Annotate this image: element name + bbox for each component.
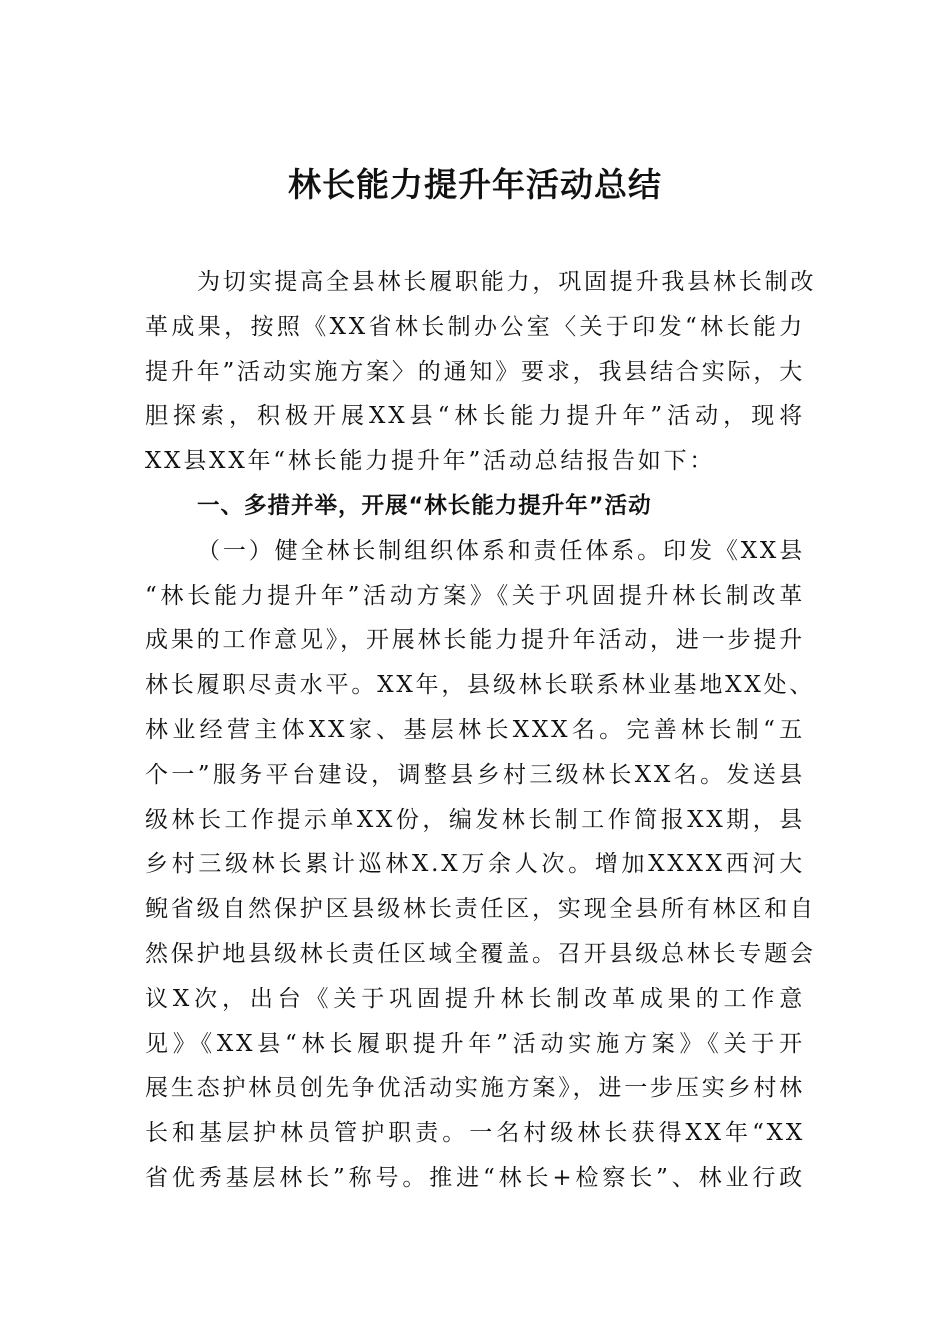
paragraph-line: 个一”服务平台建设，调整县乡村三级林长XX名。发送县 (145, 761, 805, 788)
paragraph-line: 胆探索，积极开展XX县“林长能力提升年”活动，现将 (145, 403, 805, 430)
paragraph-line: 省优秀基层林长”称号。推进“林长+检察长”、林业行政 (145, 1164, 805, 1191)
document-title: 林长能力提升年活动总结 (288, 165, 662, 204)
paragraph-line: 长和基层护林员管护职责。一名村级林长获得XX年“XX (145, 1120, 805, 1147)
paragraph-line: （一）健全林长制组织体系和责任体系。印发《XX县 (197, 537, 805, 564)
paragraph-line: 成果的工作意见》，开展林长能力提升年活动，进一步提升 (145, 627, 805, 654)
document-body (145, 260, 817, 1201)
paragraph-line: 为切实提高全县林长履职能力，巩固提升我县林长制改 (197, 269, 817, 295)
paragraph-line: 乡村三级林长累计巡林X.X万余人次。增加XXXX西河大 (145, 851, 805, 878)
section-heading: 一、多措并举，开展“林长能力提升年”活动 (197, 492, 652, 519)
paragraph-line: 然保护地县级林长责任区域全覆盖。召开县级总林长专题会 (145, 940, 816, 967)
paragraph-line: 革成果，按照《XX省林长制办公室〈关于印发“林长能力 (145, 313, 805, 340)
paragraph-line: “林长能力提升年”活动方案》《关于巩固提升林长制改革 (145, 582, 805, 609)
paragraph-line: 提升年”活动实施方案〉的通知》要求，我县结合实际，大 (145, 358, 805, 385)
paragraph-line: 级林长工作提示单XX份，编发林长制工作简报XX期，县 (145, 806, 805, 833)
paragraph-line: 林长履职尽责水平。XX年，县级林长联系林业基地XX处、 (145, 672, 816, 699)
paragraph-line: 展生态护林员创先争优活动实施方案》，进一步压实乡村林 (145, 1075, 805, 1102)
paragraph-line: XX县XX年“林长能力提升年”活动总结报告如下： (145, 448, 716, 475)
paragraph-line: 议X次，出台《关于巩固提升林长制改革成果的工作意 (145, 985, 805, 1012)
paragraph-line: 鲵省级自然保护区县级林长责任区，实现全县所有林区和自 (145, 896, 816, 923)
paragraph-line: 见》《XX县“林长履职提升年”活动实施方案》《关于开 (145, 1030, 805, 1057)
paragraph-line: 林业经营主体XX家、基层林长XXX名。完善林长制“五 (145, 716, 805, 743)
